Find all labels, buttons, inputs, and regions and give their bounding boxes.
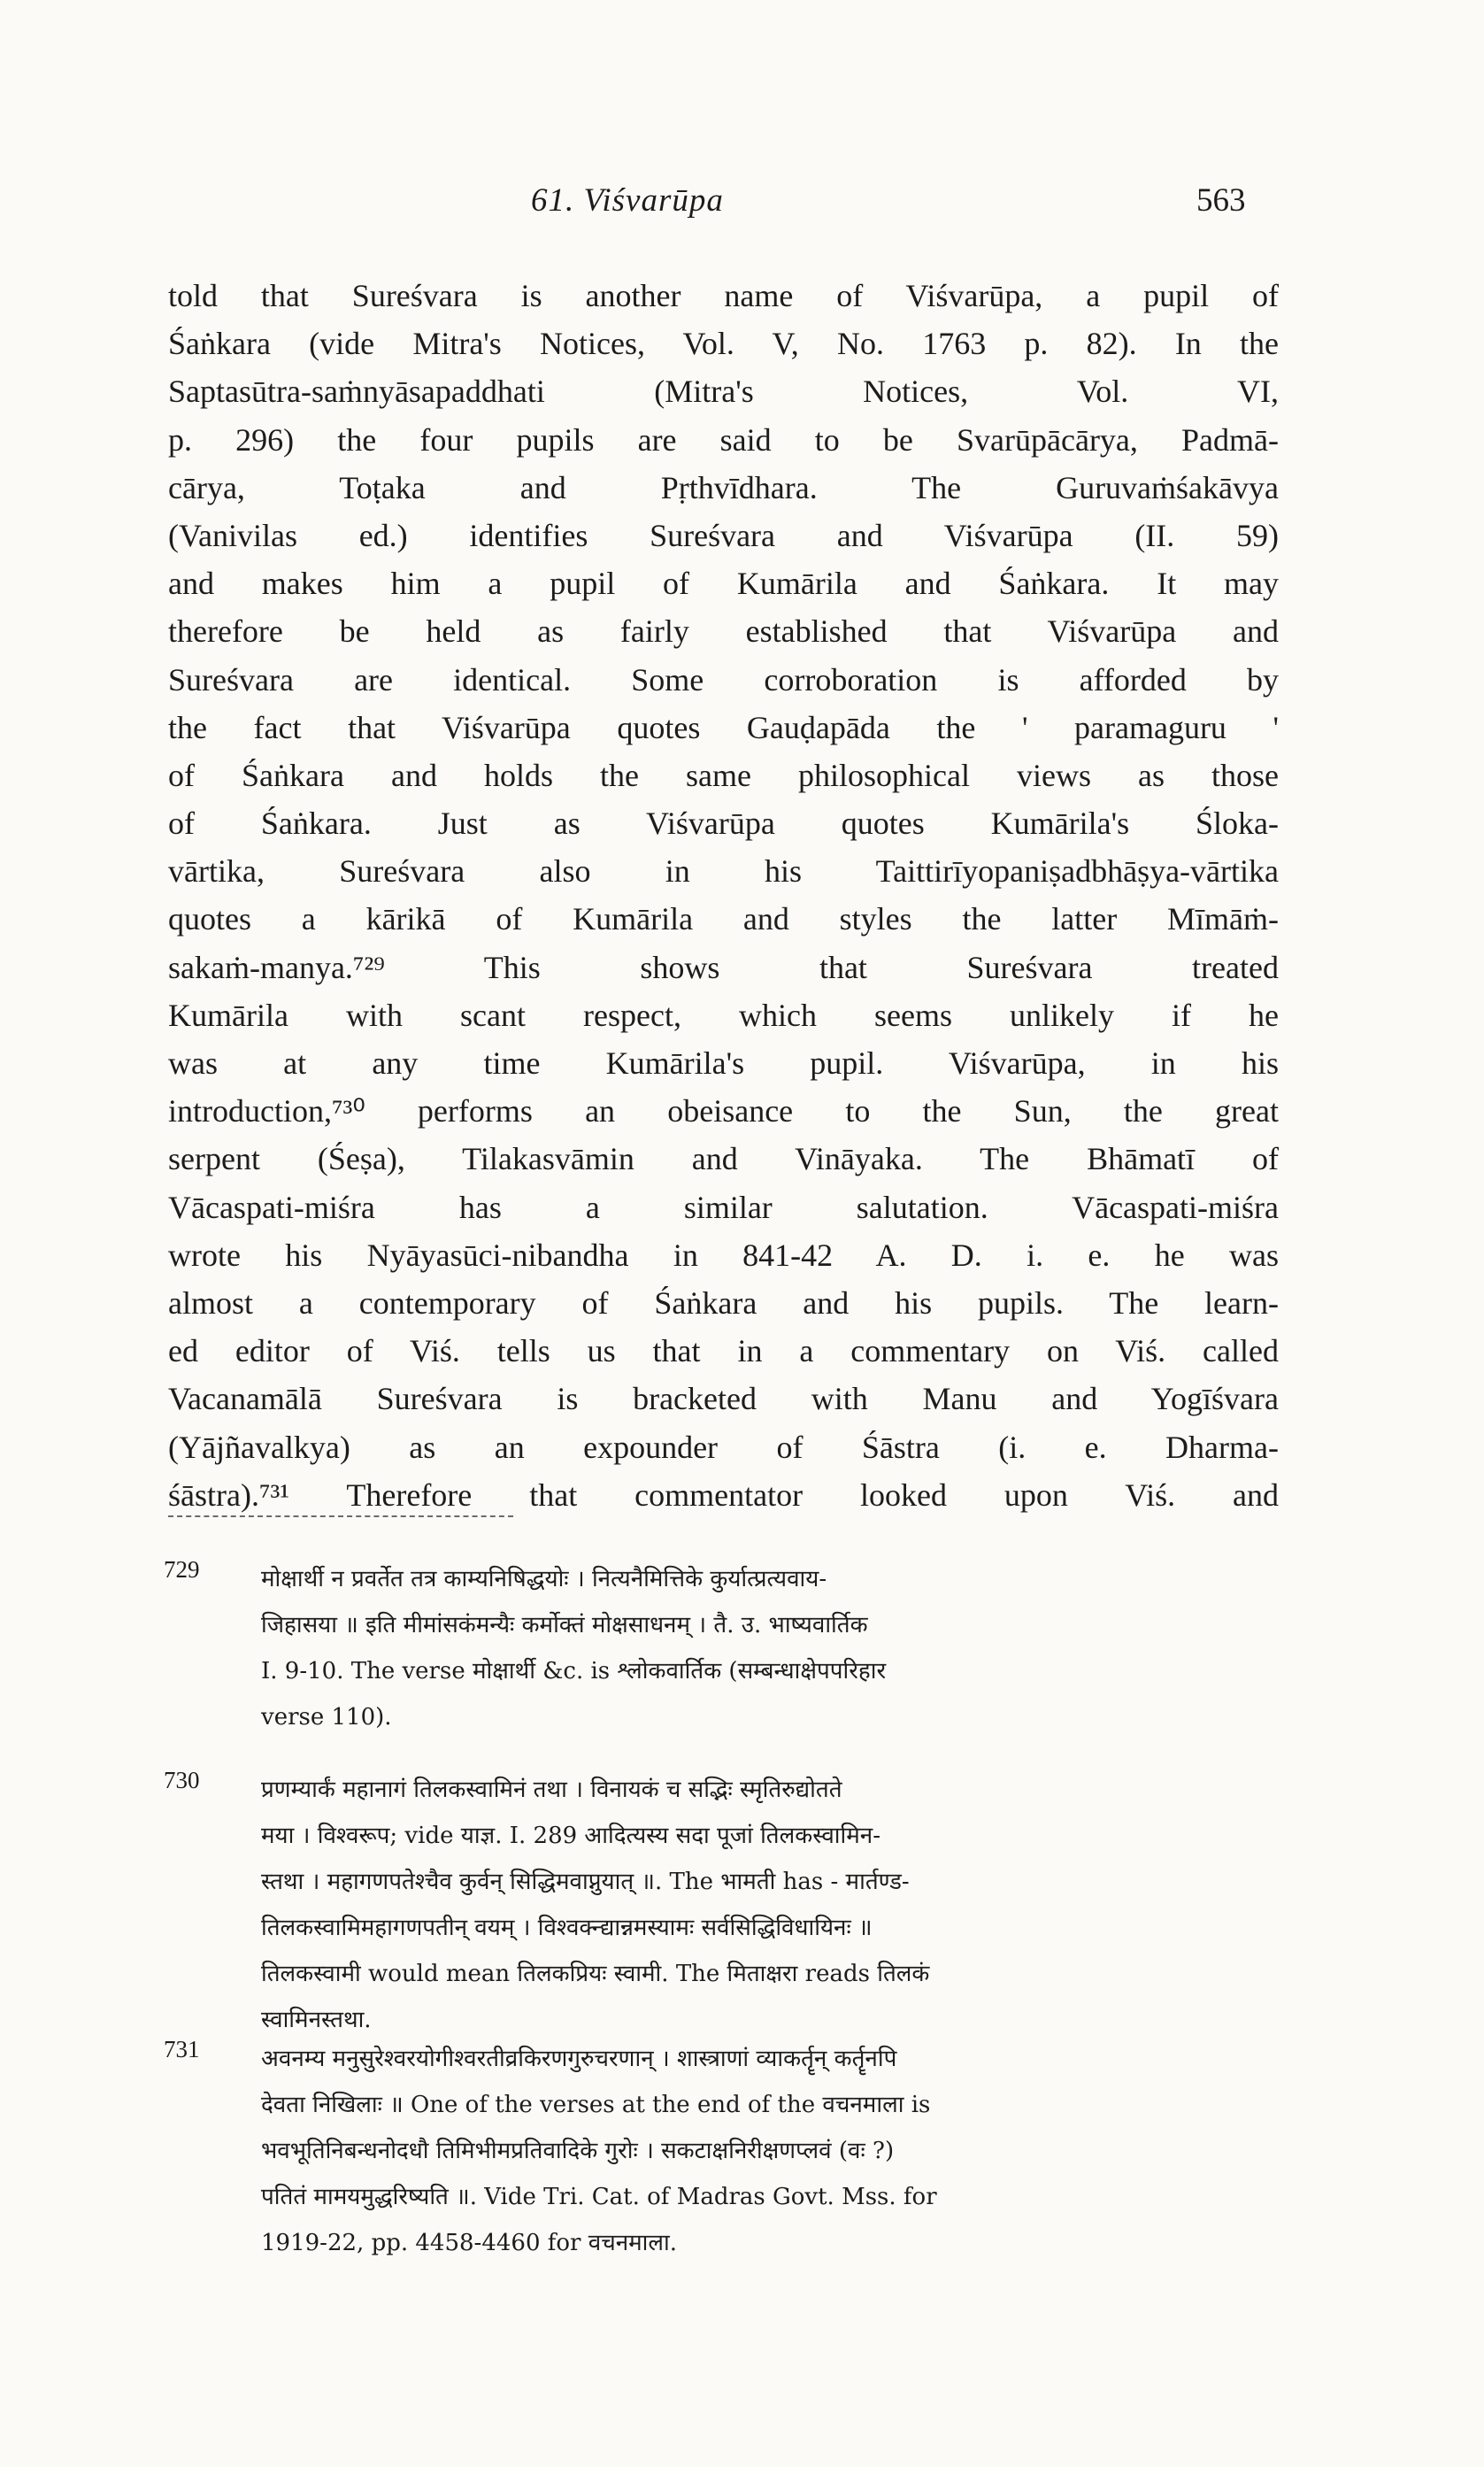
footnote-number: 730: [164, 1767, 200, 1793]
body-line: serpent (Śeṣa), Tilakasvāmin and Vināyaka. The Bhāmatī of: [168, 1141, 1279, 1177]
footnote-line: देवता निखिलाः ॥ One of the verses at the end of the वचनमाला is: [261, 2092, 931, 2118]
footnote-line: verse 110).: [261, 1704, 392, 1731]
body-line: Śaṅkara (vide Mitra's Notices, Vol. V, No. 1763 p. 82). In the: [168, 326, 1279, 362]
body-line: Vacanamālā Sureśvara is bracketed with Manu and Yogīśvara: [168, 1381, 1279, 1417]
body-line: Vācaspati-miśra has a similar salutation. Vācaspati-miśra: [168, 1189, 1279, 1225]
body-line: therefore be held as fairly established that Viśvarūpa and: [168, 613, 1279, 650]
body-line: ed editor of Viś. tells us that in a commentary on Viś. called: [168, 1333, 1279, 1369]
page-header: [0, 181, 1484, 235]
body-line: introduction,⁷³⁰ performs an obeisance to the Sun, the great: [168, 1093, 1279, 1129]
footnote-line: स्वामिनस्तथा.: [261, 2007, 372, 2033]
body-line: of Śaṅkara. Just as Viśvarūpa quotes Kumārila's Śloka-: [168, 806, 1279, 842]
body-line: p. 296) the four pupils are said to be Svarūpācārya, Padmā-: [168, 421, 1279, 458]
footnote-number: 729: [164, 1556, 200, 1583]
footnote-divider: [168, 1515, 513, 1517]
body-line: was at any time Kumārila's pupil. Viśvarūpa, in his: [168, 1045, 1279, 1081]
body-line: of Śaṅkara and holds the same philosophical views as those: [168, 757, 1279, 793]
footnote-line: तिलकस्वामिमहागणपतीन् वयम् । विश्वक्न्द्यान्नमस्यामः सर्वसिद्धिविधायिनः ॥: [261, 1915, 873, 1941]
body-line: wrote his Nyāyasūci-nibandha in 841-42 A. D. i. e. he was: [168, 1237, 1279, 1273]
body-line: Saptasūtra-saṁnyāsapaddhati (Mitra's Notices, Vol. VI,: [168, 374, 1279, 410]
footnote-line: प्रणम्यार्कं महानागं तिलकस्वामिनं तथा । विनायकं च सद्भिः स्मृतिरुद्योतते: [261, 1777, 842, 1803]
page-number: 563: [1196, 182, 1246, 219]
body-line: told that Sureśvara is another name of Viśvarūpa, a pupil of: [168, 278, 1279, 313]
footnote-line: जिहासया ॥ इति मीमांसकंमन्यैः कर्मोक्तं मोक्षसाधनम् । तै. उ. भाष्यवार्तिक: [261, 1612, 868, 1638]
running-head: 61. Viśvarūpa: [531, 182, 724, 219]
footnote-line: तिलकस्वामी would mean तिलकप्रियः स्वामी. The मिताक्षरा reads तिलकं: [261, 1961, 930, 1987]
footnote-line: अवनम्य मनुसुरेश्वरयोगीश्वरतीव्रकिरणगुरुचरणान् । शास्त्राणां व्याकर्तॄन् कर्तॄनपि: [261, 2046, 897, 2072]
footnote-line: मया । विश्वरूप; vide याज्ञ. I. 289 आदित्यस्य सदा पूजां तिलकस्वामिन-: [261, 1823, 881, 1849]
footnote-line: पतितं मामयमुद्धरिष्यति ॥. Vide Tri. Cat. of Madras Govt. Mss. for: [261, 2184, 937, 2210]
body-line: the fact that Viśvarūpa quotes Gauḍapāda the ' paramaguru ': [168, 709, 1279, 745]
body-line: (Yājñavalkya) as an expounder of Śāstra (i. e. Dharma-: [168, 1429, 1279, 1465]
body-text: [168, 272, 1279, 1519]
body-line: quotes a kārikā of Kumārila and styles the latter Mīmāṁ-: [168, 901, 1279, 937]
body-line: Sureśvara are identical. Some corroboration is afforded by: [168, 661, 1279, 698]
body-line: śāstra).⁷³¹ Therefore that commentator looked upon Viś. and: [168, 1476, 1279, 1513]
footnote-line: I. 9-10. The verse मोक्षार्थी &c. is श्लोकवार्तिक (सम्बन्धाक्षेपपरिहार: [261, 1658, 887, 1684]
footnote-line: भवभूतिनिबन्धनोदधौ तिमिभीमप्रतिवादिके गुरोः । सकटाक्षनिरीक्षणप्लवं (वः ?): [261, 2138, 895, 2164]
body-line: cārya, Toṭaka and Pṛthvīdhara. The Guruvaṁśakāvya: [168, 469, 1279, 505]
footnote-line: मोक्षार्थी न प्रवर्तेत तत्र काम्यनिषिद्धयोः । नित्यनैमित्तिके कुर्यात्प्रत्यवाय-: [261, 1566, 827, 1592]
footnote-line: स्तथा । महागणपतेश्चैव कुर्वन् सिद्धिमवाप्नुयात् ॥. The भामती has - मार्तण्ड-: [261, 1869, 910, 1895]
body-line: sakaṁ-manya.⁷²⁹ This shows that Sureśvara treated: [168, 949, 1279, 985]
footnote-number: 731: [164, 2036, 200, 2062]
body-line: almost a contemporary of Śaṅkara and his pupils. The learn-: [168, 1284, 1279, 1321]
body-line: vārtika, Sureśvara also in his Taittirīyopaniṣadbhāṣya-vārtika: [168, 853, 1279, 890]
body-line: and makes him a pupil of Kumārila and Śaṅkara. It may: [168, 566, 1279, 602]
body-line: (Vanivilas ed.) identifies Sureśvara and Viśvarūpa (II. 59): [168, 517, 1279, 553]
footnote-line: 1919-22, pp. 4458-4460 for वचनमाला.: [261, 2230, 678, 2256]
body-line: Kumārila with scant respect, which seems unlikely if he: [168, 997, 1279, 1033]
